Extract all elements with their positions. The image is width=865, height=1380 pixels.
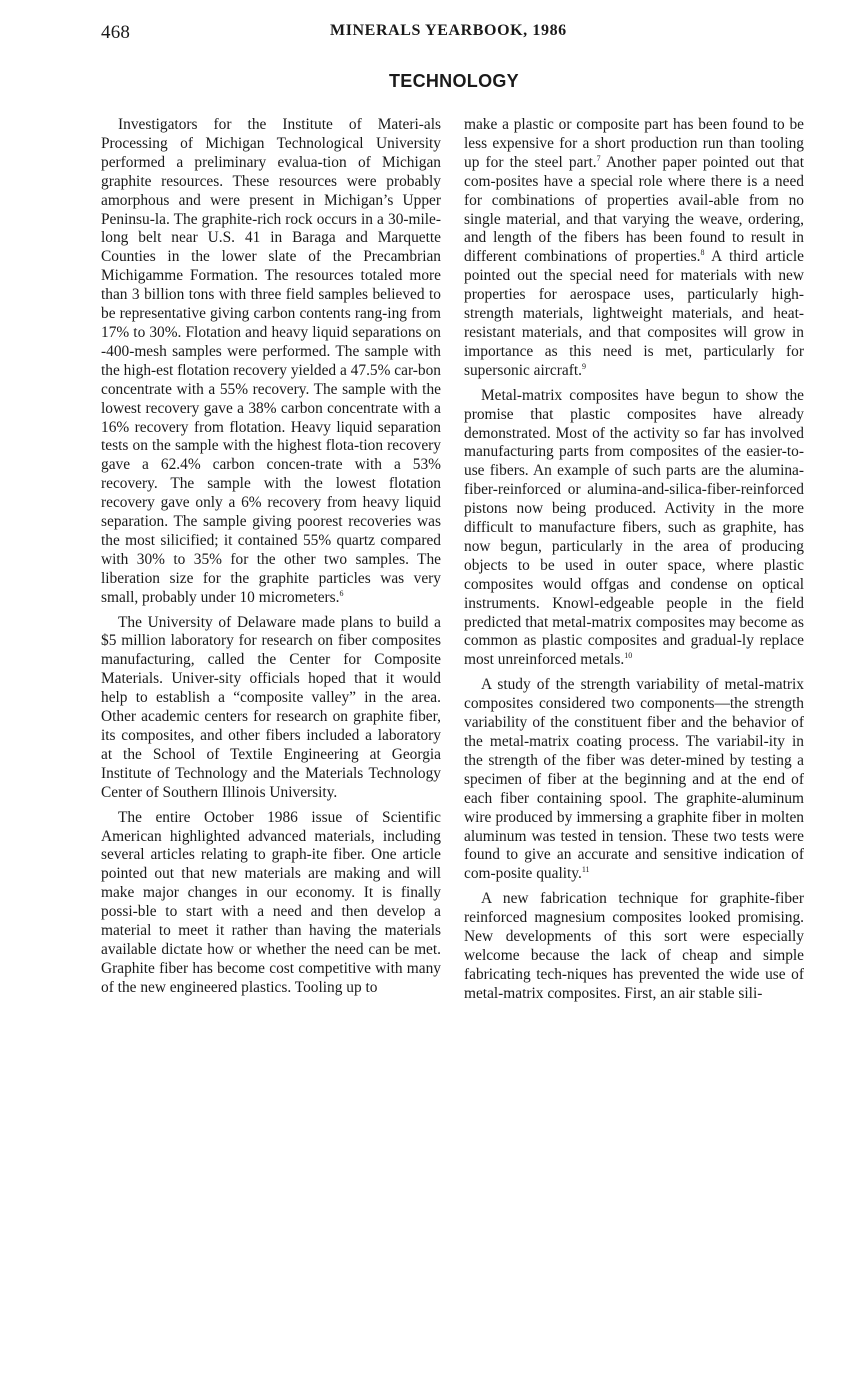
paragraph-text: A new fabrication technique for graphite-fiber reinforced magnesium composites looked promising. New developments of this sort were especially welcome because the lack of cheap and simple fabricating tech-niques has prevented the wide use of metal-matrix composites. First, an air stable sili- (464, 890, 804, 1002)
section-title: TECHNOLOGY (388, 71, 519, 91)
footnote-ref: 10 (624, 651, 633, 661)
footnote-ref: 8 (700, 248, 705, 258)
paragraph-text: Another paper pointed out that com-posites have a special role where there is a need for combinations of properties avail-able from no single material, and that varying the weave, ordering, and length of the fibers has been found to result in different combinations of properties. (464, 153, 804, 266)
footnote-ref: 9 (581, 361, 586, 371)
paragraph-fabrication-technique (464, 890, 804, 1003)
paragraph-continued-composites (464, 116, 804, 381)
footnote-ref: 6 (339, 588, 344, 598)
paragraph-scientific-american (101, 809, 441, 998)
page-number: 468 (101, 22, 131, 43)
footnote-ref: 11 (581, 865, 590, 875)
paragraph-metal-matrix (464, 387, 804, 671)
paragraph-text: make a plastic or composite part has been found to be less expensive for a short production run than tooling up for the steel part. (464, 116, 804, 171)
footnote-ref: 7 (596, 153, 601, 163)
paragraph-graphite-resources (101, 116, 441, 608)
paragraph-text: Metal-matrix composites have begun to show the promise that plastic composites have already demonstrated. Most of the activity so far has involved manufacturing parts from composites of the easier-to-use fibers. An example of such parts are the alumina-fiber-reinforced or alumina-and-silica-fiber-reinforced pistons now being produced. Activity in the more difficult to manufacture fibers, such as graphite, has now begun, particularly in the area of producing objects to be used in outer space, where plastic composites would offgas and condense on optical instruments. Knowl-edgeable people in the field predicted that metal-matrix composites may become as common as plastic composites and gradual-ly replace most unreinforced metals. (464, 386, 804, 669)
paragraph-text: Investigators for the Institute of Materi-als Processing of Michigan Technological University performed a preliminary evalua-tion of Michigan graphite resources. These resources were probably amorphous and were present in Michigan’s Upper Peninsu-la. The graphite-rich rock occurs in a 30-mile-long belt near U.S. 41 in Baraga and Marquette Counties in the lower slate of the Precambrian Michigamme Formation. The resources totaled more than 3 billion tons with three field samples believed to be representative giving carbon contents rang-ing from 17% to 30%. Flotation and heavy liquid separations on -400-mesh samples were performed. The sample with the high-est flotation recovery yielded a 47.5% car-bon concentrate with a 55% recovery. The sample with the lowest recovery gave a 38% carbon concentrate with a 16% recovery from flotation. Heavy liquid separation tests on the sample with the highest flota-tion recovery gave a 62.4% carbon concen-trate with a 53% recovery. The sample with the lowest flotation recovery gave only a 6% recovery from heavy liquid separation. The sample giving poorest recoveries was the most silicified; it contained 55% quartz compared with 30% to 35% for the other two samples. The liberation size for the graphite particles was very small, probably under 10 micrometers. (101, 116, 441, 606)
left-column (101, 116, 441, 1004)
paragraph-text: The University of Delaware made plans to build a $5 million laboratory for research on fiber composites manufacturing, called the Center for Composite Materials. Univer-sity officials hoped that it would help to establish a “composite valley” in the area. Other academic centers for research on graphite fiber, its composites, and other fibers included a laboratory at the School of Textile Engineering at Georgia Institute of Technology and the Materials Technology Center of Southern Illinois University. (101, 613, 441, 801)
paragraph-strength-variability (464, 676, 804, 884)
paragraph-text: The entire October 1986 issue of Scientific American highlighted advanced materials, including several articles relating to graph-ite fiber. One article pointed out that new materials are making and will make major changes in our economy. It is finally possi-ble to start with a need and then develop a material to meet it rather than having the materials available dictate how or whether the need can be met. Graphite fiber has become cost competitive with many of the new engineered plastics. Tooling up to (101, 808, 441, 996)
running-head: MINERALS YEARBOOK, 1986 (330, 22, 567, 39)
paragraph-delaware-center (101, 614, 441, 803)
paragraph-text: A study of the strength variability of metal-matrix composites considered two components—the strength variability of the constituent fiber and the behavior of the metal-matrix coating process. The variabil-ity in the strength of the fiber was deter-mined by testing a specimen of fiber at the beginning and at the end of each fiber containing spool. The graphite-aluminum wire produced by immersing a graphite fiber in molten aluminum was tested in tension. These two tests were found to give an accurate and sensitive indication of com-posite quality. (464, 676, 804, 883)
paragraph-text: A third article pointed out the special need for materials with new properties for aerospace uses, particularly high-strength materials, lightweight materials, and heat-resistant materials, and that composites will grow in importance as this need is met, particularly for supersonic aircraft. (464, 248, 804, 379)
right-column (464, 116, 804, 1010)
